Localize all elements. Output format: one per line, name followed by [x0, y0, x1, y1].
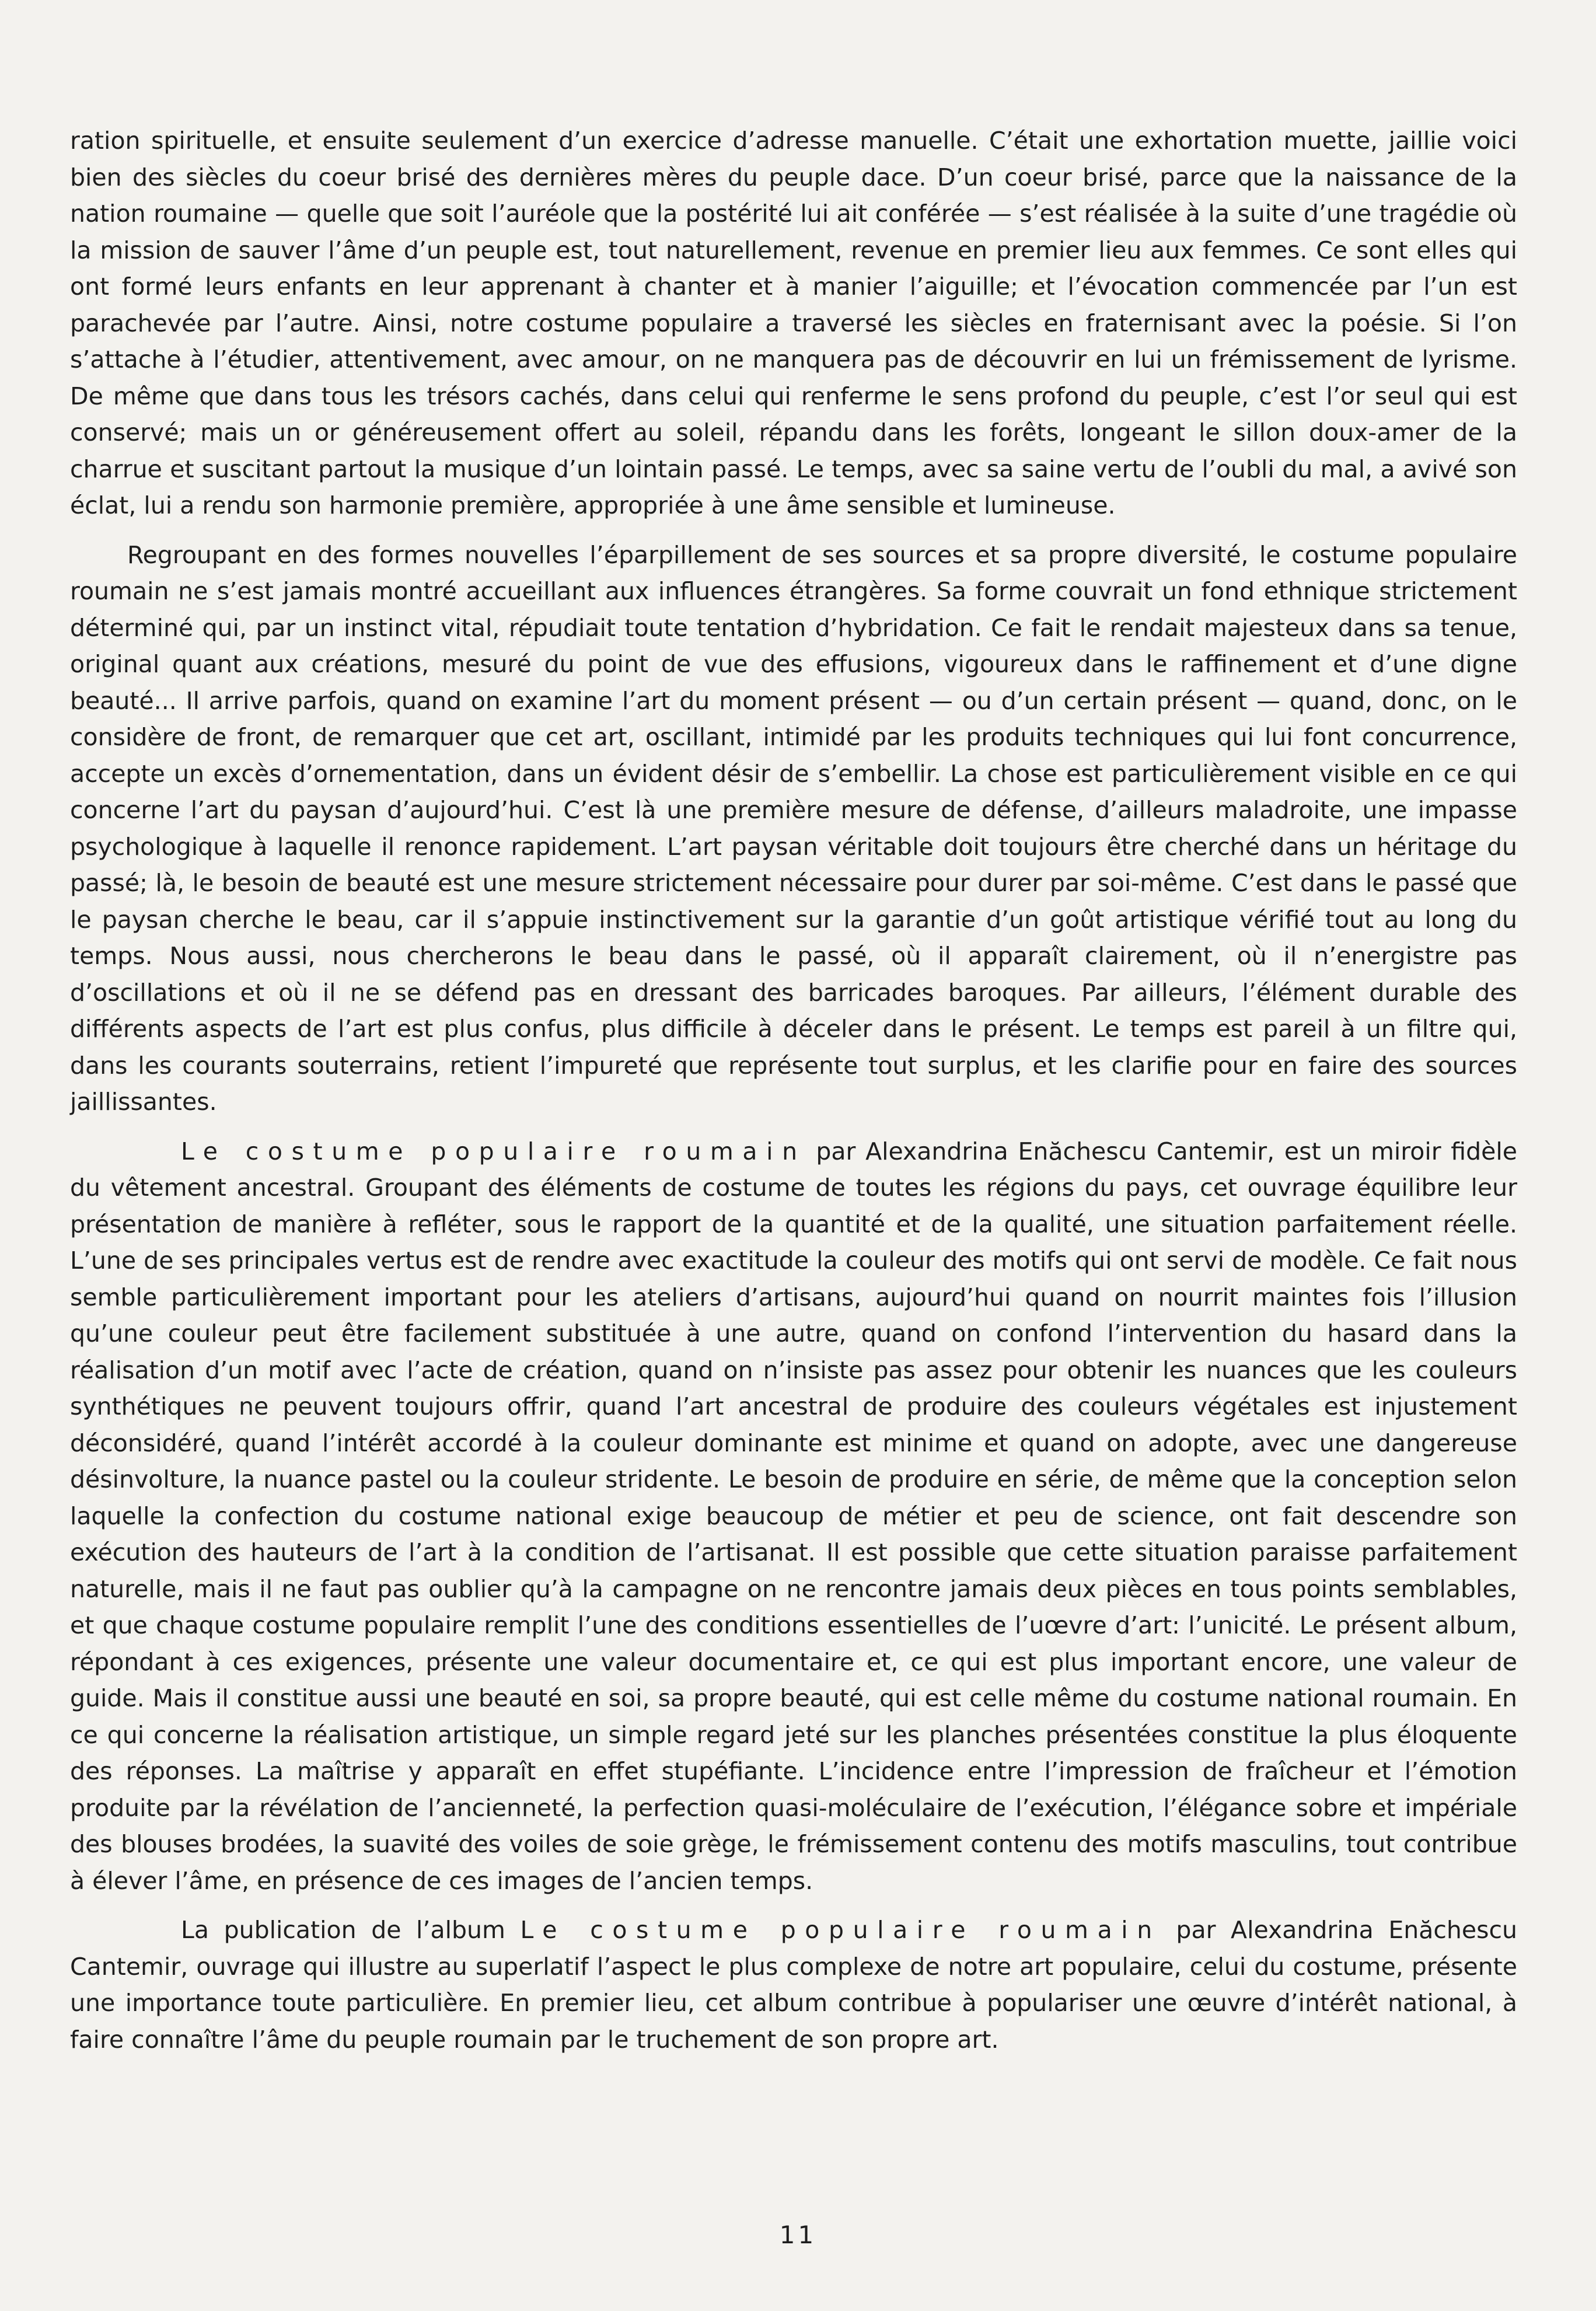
paragraph-2-text: Regroupant en des formes nouvelles l’éparpillement de ses sources et sa propre diversité, le costume populaire roumain ne s’est jamais montré accueillant aux influences étrangères. Sa forme couvrait un fond ethnique strictement déterminé qui, par un instinct vital, répudiait toute tentation d’hybridation. Ce fait le rendait majesteux dans sa tenue, original quant aux créations, mesuré du point de vue des effusions, vigoureux dans le raffinement et d’une digne beauté... Il arrive parfois, quand on examine l’art du moment présent — ou d’un certain présent — quand, donc, on le considère de front, de remarquer que cet art, oscillant, intimidé par les produits techniques qui lui font concurrence, accepte un excès d’ornementation, dans un évident désir de s’embellir. La chose est particulièrement visible en ce qui concerne l’art du paysan d’aujourd’hui. C’est là une première mesure de défense, d’ailleurs maladroite, une impasse psychologique à laquelle il renonce rapidement. L’art paysan véritable doit toujours être cherché dans un héritage du passé; là, le besoin de beauté est une mesure strictement nécessaire pour durer par soi-même. C’est dans le passé que le paysan cherche le beau, car il s’appuie instinctivement sur la garantie d’un goût artistique vérifié tout au long du temps. Nous aussi, nous chercherons le beau dans le passé, où il apparaît clairement, où il n’energistre pas d’oscillations et où il ne se défend pas en dressant des barricades baroques. Par ailleurs, l’élément durable des différents aspects de l’art est plus confus, plus difficile à déceler dans le présent. Le temps est pareil à un filtre qui, dans les courants souterrains, retient l’impureté que représente tout surplus, et les clarifie pour en faire des sources jaillissantes. — [70, 540, 1517, 1116]
paragraph-1 — [70, 123, 1517, 524]
document-body — [70, 123, 1517, 2058]
paragraph-1-text: ration spirituelle, et ensuite seulement d’un exercice d’adresse manuelle. C’était une exhortation muette, jaillie voici bien des siècles du coeur brisé des dernières mères du peuple dace. D’un coeur brisé, parce que la naissance de la nation roumaine — quelle que soit l’auréole que la postérité lui ait conférée — s’est réalisée à la suite d’une tragédie où la mission de sauver l’âme d’un peuple est, tout naturellement, revenue en premier lieu aux femmes. Ce sont elles qui ont formé leurs enfants en leur apprenant à chanter et à manier l’aiguille; et l’évocation commencée par l’un est parachevée par l’autre. Ainsi, notre costume populaire a traversé les siècles en fraternisant avec la poésie. Si l’on s’attache à l’étudier, attentivement, avec amour, on ne manquera pas de découvrir en lui un frémissement de lyrisme. De même que dans tous les trésors cachés, dans celui qui renferme le sens profond du peuple, c’est l’or seul qui est conservé; mais un or généreusement offert au soleil, répandu dans les forêts, longeant le sillon doux-amer de la charrue et suscitant partout la musique d’un lointain passé. Le temps, avec sa saine vertu de l’oubli du mal, a avivé son éclat, lui a rendu son harmonie première, appropriée à une âme sensible et lumineuse. — [70, 127, 1517, 519]
paragraph-2 — [70, 537, 1517, 1120]
book-title: Le costume populaire roumain — [181, 1137, 806, 1165]
book-title: Le costume populaire roumain — [520, 1916, 1161, 1944]
paragraph-4-text: par Alexandrina Enăchescu Cantemir, ouvrage qui illustre au superlatif l’aspect le plus complexe de notre art populaire, celui du costume, présente une importance toute particulière. En premier lieu, cet album contribue à populariser une œuvre d’intérêt national, à faire connaître l’âme du peuple roumain par le truchement de son propre art. — [70, 1916, 1517, 2054]
paragraph-4 — [70, 1912, 1517, 2058]
paragraph-4-lead: La publication de l’album — [181, 1916, 521, 1944]
paragraph-3 — [70, 1133, 1517, 1900]
page-number: 11 — [779, 2221, 817, 2249]
paragraph-3-text: par Alexandrina Enăchescu Cantemir, est un miroir fidèle du vêtement ancestral. Groupant des éléments de costume de toutes les régions du pays, cet ouvrage équilibre leur présentation de manière à refléter, sous le rapport de la quantité et de la qualité, une situation parfaitement réelle. L’une de ses principales vertus est de rendre avec exactitude la couleur des motifs qui ont servi de modèle. Ce fait nous semble particulièrement important pour les ateliers d’artisans, aujourd’hui quand on nourrit maintes fois l’illusion qu’une couleur peut être facilement substituée à une autre, quand on confond l’intervention du hasard dans la réalisation d’un motif avec l’acte de création, quand on n’insiste pas assez pour obtenir les nuances que les couleurs synthétiques ne peuvent toujours offrir, quand l’art ancestral de produire des couleurs végétales est injustement déconsidéré, quand l’intérêt accordé à la couleur dominante est minime et quand on adopte, avec une dangereuse désinvolture, la nuance pastel ou la couleur stridente. Le besoin de produire en série, de même que la conception selon laquelle la confection du costume national exige beaucoup de métier et peu de science, ont fait descendre son exécution des hauteurs de l’art à la condition de l’artisanat. Il est possible que cette situation paraisse parfaitement naturelle, mais il ne faut pas oublier qu’à la campagne on ne rencontre jamais deux pièces en tous points semblables, et que chaque costume populaire remplit l’une des conditions essentielles de l’uœvre d’art: l’unicité. Le présent album, répondant à ces exigences, présente une valeur documentaire et, ce qui est plus important encore, une valeur de guide. Mais il constitue aussi une beauté en soi, sa propre beauté, qui est celle même du costume national roumain. En ce qui concerne la réalisation artistique, un simple regard jeté sur les planches présentées constitue la plus éloquente des réponses. La maîtrise y apparaît en effet stupéfiante. L’incidence entre l’impression de fraîcheur et l’émotion produite par la révélation de l’ancienneté, la perfection quasi-moléculaire de l’exécution, l’élégance sobre et impériale des blouses brodées, la suavité des voiles de soie grège, le frémissement contenu des motifs masculins, tout contribue à élever l’âme, en présence de ces images de l’ancien temps. — [70, 1137, 1517, 1895]
